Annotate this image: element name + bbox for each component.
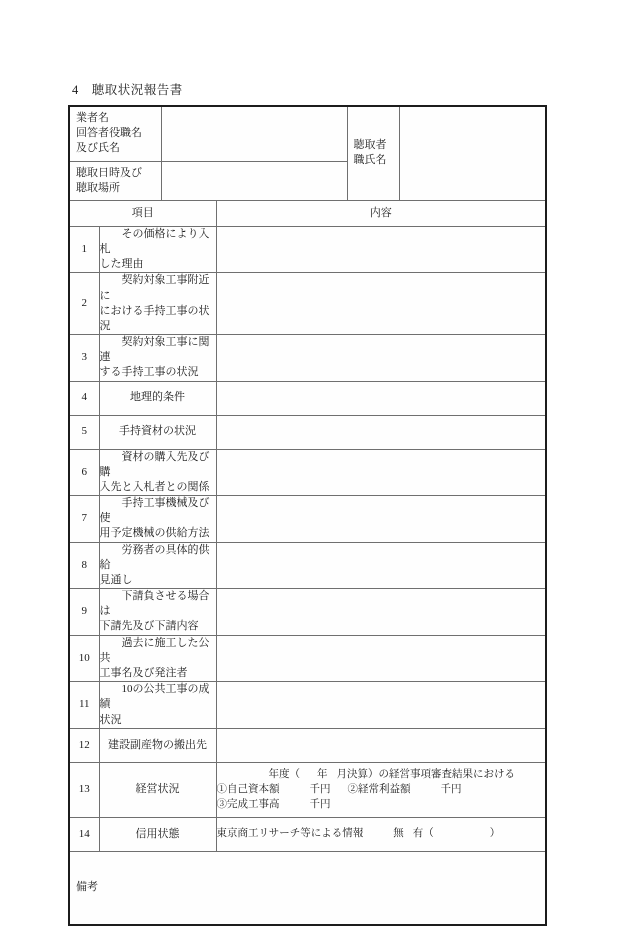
row-13-content[interactable] xyxy=(216,762,546,817)
capital-amount-label: ①自己資本額 xyxy=(216,784,280,796)
row-label-line1: 契約対象工事附近に xyxy=(99,274,210,302)
table-row-13 xyxy=(69,762,546,817)
ordinary-profit-label: ②経常利益額 xyxy=(347,784,411,796)
company-value-field[interactable] xyxy=(161,106,347,161)
row-number: 11 xyxy=(69,682,99,729)
company-label-line2: 回答者役職名 xyxy=(76,127,142,140)
row-label: 建設副産物の搬出先 xyxy=(99,728,216,762)
row-label xyxy=(99,496,216,543)
row-number: 2 xyxy=(69,273,99,335)
row-label-line2: した理由 xyxy=(99,258,144,271)
row-label-line2: する手持工事の状況 xyxy=(99,366,199,379)
datetime-label-line2: 聴取場所 xyxy=(76,181,120,194)
datetime-label-line1: 聴取日時及び xyxy=(76,166,142,179)
remarks-row xyxy=(69,851,546,925)
row-content-field[interactable] xyxy=(216,682,546,729)
interviewer-label-cell xyxy=(347,106,399,200)
row-label: 地理的条件 xyxy=(99,381,216,415)
row-number: 10 xyxy=(69,635,99,682)
completed-works-unit: 千円 xyxy=(309,799,331,811)
row-content-field[interactable] xyxy=(216,589,546,636)
month-settlement-text: 月決算）の経営事項審査結果における xyxy=(336,768,515,780)
row-label-line1: 10の公共工事の成績 xyxy=(99,683,210,711)
table-row xyxy=(69,273,546,335)
remarks-cell[interactable] xyxy=(69,851,546,925)
row-content-field[interactable] xyxy=(216,415,546,449)
row-number: 7 xyxy=(69,496,99,543)
row-label-line1: 手持工事機械及び使 xyxy=(99,497,210,525)
company-label-line1: 業者名 xyxy=(76,112,109,124)
credit-paren-open: （ xyxy=(423,827,434,839)
row-number: 5 xyxy=(69,415,99,449)
form-item-rows xyxy=(69,226,546,762)
credit-paren-close: ） xyxy=(489,827,501,839)
table-row xyxy=(69,682,546,729)
row-label: 手持資材の状況 xyxy=(99,415,216,449)
row-label-line1: 労務者の具体的供給 xyxy=(99,543,210,571)
column-header-item: 項目 xyxy=(69,200,216,226)
ordinary-profit-unit: 千円 xyxy=(440,784,462,796)
table-row xyxy=(69,381,546,415)
company-label-line3: 及び氏名 xyxy=(76,142,120,155)
column-header-row xyxy=(69,200,546,226)
row-content-field[interactable] xyxy=(216,226,546,273)
row-label-line2: における手持工事の状況 xyxy=(99,304,210,332)
row-number: 4 xyxy=(69,381,99,415)
row-label xyxy=(99,589,216,636)
row-content-field[interactable] xyxy=(216,728,546,762)
table-row xyxy=(69,415,546,449)
row-label-line2: 工事名及び発注者 xyxy=(99,666,188,679)
completed-works-label: ③完成工事高 xyxy=(216,799,280,811)
table-row xyxy=(69,635,546,682)
row-content-field[interactable] xyxy=(216,449,546,496)
row-label xyxy=(99,273,216,335)
company-label-cell xyxy=(69,106,161,161)
row-number: 9 xyxy=(69,589,99,636)
row-label xyxy=(99,226,216,273)
row-label xyxy=(99,635,216,682)
credit-option-none[interactable]: 無 xyxy=(393,827,404,839)
credit-option-yes[interactable]: 有 xyxy=(412,827,424,839)
remarks-label: 備考 xyxy=(76,881,98,894)
row-13-label: 経営状況 xyxy=(99,762,216,817)
table-row xyxy=(69,226,546,273)
credit-source-text: 東京商工リサーチ等による情報 xyxy=(216,827,364,839)
row-label-line2: 入先と入札者との関係 xyxy=(99,480,210,493)
column-header-content: 内容 xyxy=(216,200,546,226)
interview-report-form xyxy=(68,105,547,926)
row-content-field[interactable] xyxy=(216,273,546,335)
row-content-field[interactable] xyxy=(216,335,546,382)
page-title-text: 聴取状況報告書 xyxy=(91,83,183,97)
row-13-content-line2 xyxy=(217,782,546,797)
interviewer-value-field[interactable] xyxy=(399,106,546,200)
year-text: 年 xyxy=(317,768,328,780)
row-content-field[interactable] xyxy=(216,381,546,415)
row-13-number: 13 xyxy=(69,762,99,817)
row-14-label: 信用状態 xyxy=(99,817,216,851)
table-row xyxy=(69,449,546,496)
page-title xyxy=(72,80,183,98)
row-label-line1: 下請負させる場合は xyxy=(99,590,210,618)
row-number: 6 xyxy=(69,449,99,496)
row-number: 12 xyxy=(69,728,99,762)
table-row xyxy=(69,335,546,382)
row-14-number: 14 xyxy=(69,817,99,851)
row-number: 3 xyxy=(69,335,99,382)
row-label-line1: 資材の購入先及び購 xyxy=(99,450,210,478)
row-label xyxy=(99,449,216,496)
fiscal-year-text: 年度（ xyxy=(268,768,300,780)
capital-amount-unit: 千円 xyxy=(309,784,331,796)
row-label-line2: 見通し xyxy=(99,573,133,586)
row-label xyxy=(99,542,216,589)
table-row xyxy=(69,728,546,762)
row-number: 8 xyxy=(69,542,99,589)
row-13-content-line1 xyxy=(217,767,546,782)
page-title-number: 4 xyxy=(72,83,79,97)
table-row xyxy=(69,496,546,543)
row-label-line2: 用予定機械の供給方法 xyxy=(99,527,210,540)
row-label xyxy=(99,335,216,382)
row-13-content-line3 xyxy=(217,797,546,812)
row-label-line1: その価格により入札 xyxy=(99,227,210,256)
row-label-line1: 過去に施工した公共 xyxy=(99,636,210,664)
interviewer-label-line1: 聴取者 xyxy=(353,139,387,152)
datetime-label-cell xyxy=(69,161,161,200)
row-14-content[interactable] xyxy=(216,817,546,851)
row-content-field[interactable] xyxy=(216,496,546,543)
table-row xyxy=(69,542,546,589)
row-label-line2: 下請先及び下請内容 xyxy=(99,620,199,633)
row-content-field[interactable] xyxy=(216,635,546,682)
row-label xyxy=(99,682,216,729)
row-content-field[interactable] xyxy=(216,542,546,589)
table-row-14 xyxy=(69,817,546,851)
datetime-value-field[interactable] xyxy=(161,161,347,200)
row-label-line1: 契約対象工事に関連 xyxy=(99,336,210,364)
header-row-company xyxy=(69,106,546,161)
interviewer-label-line2: 職氏名 xyxy=(353,154,387,167)
row-number: 1 xyxy=(69,226,99,273)
row-label-line2: 状況 xyxy=(99,713,122,726)
table-row xyxy=(69,589,546,636)
